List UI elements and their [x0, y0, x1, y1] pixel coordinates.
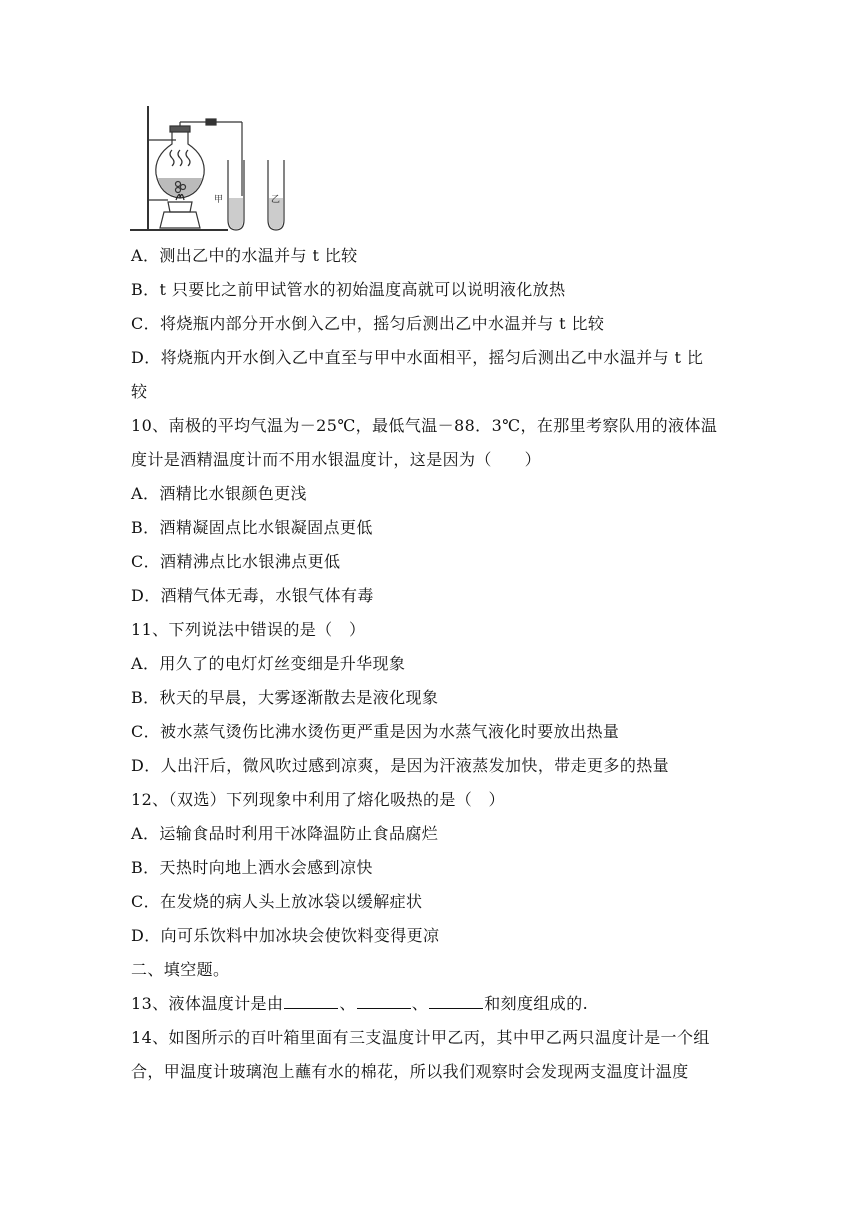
label-jia: 甲	[214, 195, 224, 205]
q12-option-b: B．天热时向地上洒水会感到凉快	[131, 858, 373, 877]
q14-line1: 14、如图所示的百叶箱里面有三支温度计甲乙丙，其中甲乙两只温度计是一个组	[131, 1028, 710, 1047]
q14-line2: 合，甲温度计玻璃泡上蘸有水的棉花，所以我们观察时会发现两支温度计温度	[131, 1062, 689, 1081]
q11-option-b: B．秋天的早晨，大雾逐渐散去是液化现象	[131, 688, 439, 707]
q9-option-a: A．测出乙中的水温并与 t 比较	[131, 246, 358, 265]
q10-option-a: A．酒精比水银颜色更浅	[131, 484, 307, 503]
q10-option-b: B．酒精凝固点比水银凝固点更低	[131, 518, 373, 537]
q9-option-c: C．将烧瓶内部分开水倒入乙中，摇匀后测出乙中水温并与 t 比较	[131, 314, 605, 333]
q10-stem-line2: 度计是酒精温度计而不用水银温度计，这是因为（ ）	[131, 450, 542, 469]
q12-option-c: C．在发烧的病人头上放冰袋以缓解症状	[131, 892, 423, 911]
q13-separator-1: 、	[339, 994, 356, 1013]
q11-option-d: D．人出汗后，微风吹过感到凉爽，是因为汗液蒸发加快，带走更多的热量	[131, 756, 670, 775]
q13-prefix: 13、液体温度计是由	[131, 994, 284, 1013]
q12-stem: 12、（双选）下列现象中利用了熔化吸热的是（ ）	[131, 790, 505, 809]
label-yi: 乙	[271, 195, 281, 205]
q13-blank-2[interactable]	[357, 994, 411, 1009]
q13-line	[131, 994, 588, 1014]
q11-stem: 11、下列说法中错误的是（ ）	[131, 620, 366, 639]
apparatus-figure	[128, 100, 308, 240]
section-title-fill-in: 二、填空题。	[131, 960, 230, 979]
q13-suffix: 和刻度组成的.	[484, 994, 589, 1013]
q10-stem-line1: 10、南极的平均气温为－25℃，最低气温－88．3℃，在那里考察队用的液体温	[131, 416, 718, 435]
q12-option-d: D．向可乐饮料中加冰块会使饮料变得更凉	[131, 926, 440, 945]
q9-option-b: B．t 只要比之前甲试管水的初始温度高就可以说明液化放热	[131, 280, 566, 299]
q10-option-d: D．酒精气体无毒，水银气体有毒	[131, 586, 374, 605]
q13-separator-2: 、	[411, 994, 429, 1013]
q13-blank-3[interactable]	[429, 994, 483, 1009]
q9-option-d-line2: 较	[131, 382, 148, 401]
q11-option-a: A．用久了的电灯灯丝变细是升华现象	[131, 654, 406, 673]
q10-option-c: C．酒精沸点比水银沸点更低	[131, 552, 341, 571]
q9-option-d-line1: D．将烧瓶内开水倒入乙中直至与甲中水面相平，摇匀后测出乙中水温并与 t 比	[131, 348, 704, 367]
q11-option-c: C．被水蒸气烫伤比沸水烫伤更严重是因为水蒸气液化时要放出热量	[131, 722, 620, 741]
q13-blank-1[interactable]	[284, 994, 338, 1009]
q12-option-a: A．运输食品时利用干冰降温防止食品腐烂	[131, 824, 439, 843]
